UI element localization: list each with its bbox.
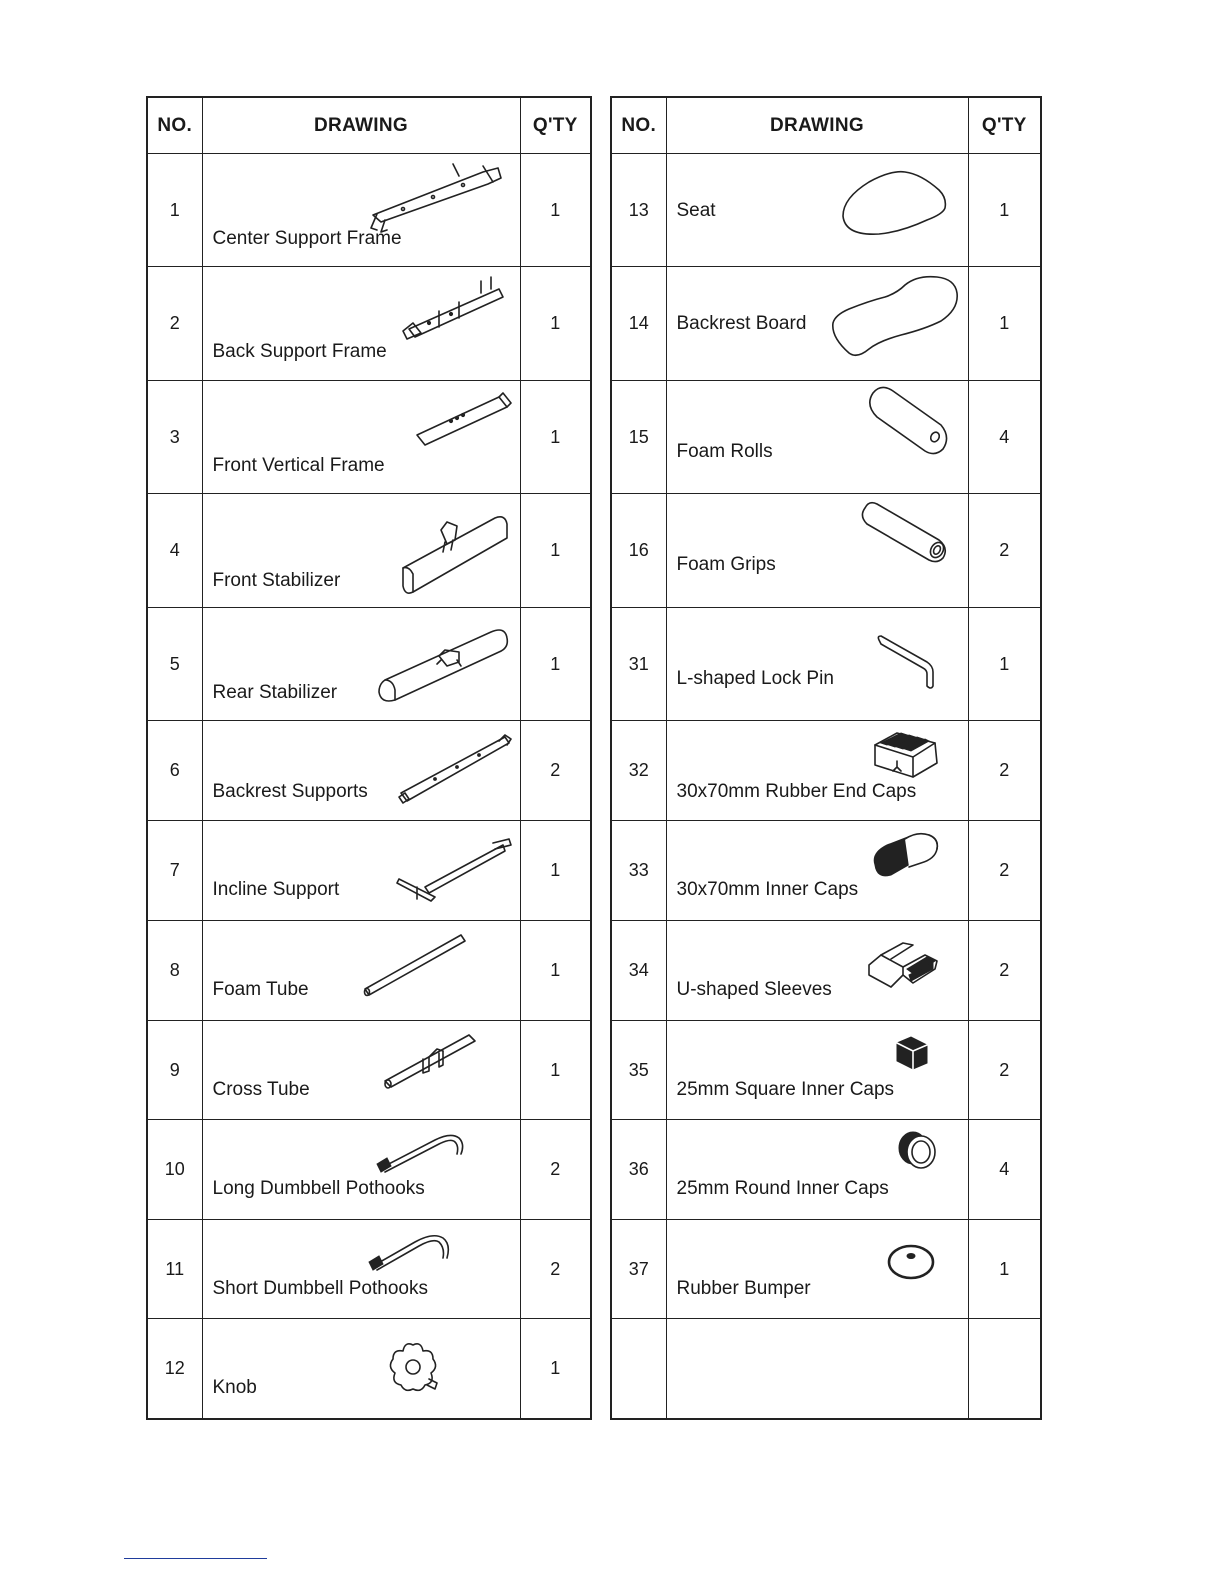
part-qty: 1: [968, 267, 1041, 381]
part-drawing-cell: [666, 721, 968, 821]
part-qty: 2: [520, 1220, 591, 1319]
table-row: [147, 1220, 591, 1319]
part-drawing-cell: [202, 267, 520, 381]
foam-roll-icon: [863, 385, 955, 459]
part-drawing-cell: [202, 494, 520, 608]
part-qty: 2: [968, 1021, 1041, 1120]
part-qty: 1: [520, 267, 591, 381]
part-name: Incline Support: [212, 879, 340, 900]
part-qty: 2: [968, 821, 1041, 921]
part-number: 2: [147, 267, 202, 381]
part-drawing-cell: [666, 267, 968, 381]
part-number: 6: [147, 721, 202, 821]
part-qty: 2: [968, 494, 1041, 608]
part-qty: 2: [520, 721, 591, 821]
part-number: 8: [147, 921, 202, 1021]
part-drawing-cell: [666, 1319, 968, 1419]
table-row: [611, 608, 1041, 721]
part-name: L-shaped Lock Pin: [676, 668, 834, 689]
part-number: 15: [611, 381, 666, 494]
part-drawing-cell: [666, 494, 968, 608]
part-number: 10: [147, 1120, 202, 1220]
table-row: [611, 154, 1041, 267]
header-qty: Q'TY: [520, 97, 591, 154]
part-name: Front Vertical Frame: [212, 455, 385, 476]
part-drawing-cell: [666, 1220, 968, 1319]
part-qty: 2: [968, 921, 1041, 1021]
seat-icon: [839, 168, 949, 238]
part-drawing-cell: [666, 921, 968, 1021]
part-name: Foam Grips: [676, 554, 776, 575]
back-support-frame-icon: [399, 271, 511, 343]
part-qty: 1: [968, 1220, 1041, 1319]
header-drawing: DRAWING: [202, 97, 520, 154]
backrest-board-icon: [829, 275, 963, 361]
header-no: NO.: [147, 97, 202, 154]
part-number: 33: [611, 821, 666, 921]
part-qty: 1: [520, 154, 591, 267]
part-qty: 1: [968, 608, 1041, 721]
part-number: [611, 1319, 666, 1419]
part-drawing-cell: [666, 1120, 968, 1220]
long-pothook-icon: [373, 1128, 469, 1174]
part-name: 30x70mm Rubber End Caps: [676, 781, 917, 802]
short-pothook-icon: [365, 1228, 455, 1274]
parts-table-right: [610, 96, 1042, 1420]
part-name: Long Dumbbell Pothooks: [212, 1178, 425, 1199]
part-name: 30x70mm Inner Caps: [676, 879, 859, 900]
part-qty: 1: [520, 1021, 591, 1120]
part-drawing-cell: [666, 821, 968, 921]
table-row: [147, 381, 591, 494]
part-drawing-cell: [666, 608, 968, 721]
part-name: Backrest Supports: [212, 781, 368, 802]
part-number: 16: [611, 494, 666, 608]
table-row: [611, 921, 1041, 1021]
inner-cap-icon: [869, 831, 943, 887]
table-row: [611, 494, 1041, 608]
backrest-supports-icon: [395, 731, 515, 805]
table-row: [611, 267, 1041, 381]
foam-tube-icon: [361, 933, 469, 999]
table-row: [147, 494, 591, 608]
table-row: [147, 921, 591, 1021]
table-row: [147, 267, 591, 381]
part-drawing-cell: [666, 1021, 968, 1120]
part-drawing-cell: [202, 154, 520, 267]
part-number: 9: [147, 1021, 202, 1120]
part-qty: 1: [520, 381, 591, 494]
center-support-frame-icon: [363, 160, 513, 236]
part-name: Backrest Board: [676, 313, 807, 334]
header-drawing: DRAWING: [666, 97, 968, 154]
part-name: Foam Tube: [212, 979, 309, 1000]
round-inner-cap-icon: [895, 1128, 941, 1172]
part-qty: 1: [520, 921, 591, 1021]
table-row: [147, 154, 591, 267]
part-name: 25mm Round Inner Caps: [676, 1178, 889, 1199]
part-drawing-cell: [666, 381, 968, 494]
front-stabilizer-icon: [399, 512, 513, 598]
knob-icon: [385, 1339, 441, 1395]
part-name: Foam Rolls: [676, 441, 773, 462]
table-row: [147, 1319, 591, 1419]
part-name: Rubber Bumper: [676, 1278, 811, 1299]
part-name: Center Support Frame: [212, 228, 402, 249]
part-drawing-cell: [202, 721, 520, 821]
part-number: 37: [611, 1220, 666, 1319]
part-qty: 2: [520, 1120, 591, 1220]
part-number: 3: [147, 381, 202, 494]
part-number: 1: [147, 154, 202, 267]
table-row: [611, 721, 1041, 821]
table-row: [611, 1220, 1041, 1319]
part-number: 7: [147, 821, 202, 921]
table-row: [147, 1021, 591, 1120]
cross-tube-icon: [381, 1029, 479, 1091]
part-name: Short Dumbbell Pothooks: [212, 1278, 428, 1299]
parts-table-left: [146, 96, 592, 1420]
square-inner-cap-icon: [893, 1033, 933, 1073]
part-drawing-cell: [202, 1319, 520, 1419]
part-number: 35: [611, 1021, 666, 1120]
part-name: Knob: [212, 1377, 257, 1398]
part-number: 34: [611, 921, 666, 1021]
header-row: [611, 97, 1041, 154]
part-drawing-cell: [202, 821, 520, 921]
part-drawing-cell: [666, 154, 968, 267]
part-qty: 4: [968, 1120, 1041, 1220]
table-row-empty: [611, 1319, 1041, 1419]
part-name: Front Stabilizer: [212, 570, 341, 591]
part-name: 25mm Square Inner Caps: [676, 1079, 895, 1100]
part-number: 11: [147, 1220, 202, 1319]
part-qty: 1: [520, 821, 591, 921]
part-qty: 4: [968, 381, 1041, 494]
part-drawing-cell: [202, 1220, 520, 1319]
front-vertical-frame-icon: [413, 389, 513, 453]
part-name: U-shaped Sleeves: [676, 979, 832, 1000]
incline-support-icon: [395, 831, 515, 903]
rear-stabilizer-icon: [377, 624, 511, 702]
part-number: 36: [611, 1120, 666, 1220]
part-qty: 1: [968, 154, 1041, 267]
part-drawing-cell: [202, 381, 520, 494]
part-name: Cross Tube: [212, 1079, 310, 1100]
part-drawing-cell: [202, 1021, 520, 1120]
table-row: [147, 721, 591, 821]
table-row: [147, 608, 591, 721]
table-row: [611, 1120, 1041, 1220]
table-row: [147, 821, 591, 921]
part-qty: [968, 1319, 1041, 1419]
part-qty: 1: [520, 494, 591, 608]
rubber-bumper-icon: [885, 1242, 937, 1282]
part-number: 32: [611, 721, 666, 821]
header-row: [147, 97, 591, 154]
part-drawing-cell: [202, 921, 520, 1021]
table-row: [147, 1120, 591, 1220]
part-number: 13: [611, 154, 666, 267]
table-row: [611, 821, 1041, 921]
part-number: 14: [611, 267, 666, 381]
part-name: Back Support Frame: [212, 341, 387, 362]
u-sleeve-icon: [863, 939, 943, 997]
rubber-end-cap-icon: [867, 725, 943, 781]
part-name: Seat: [676, 200, 716, 221]
part-number: 4: [147, 494, 202, 608]
header-no: NO.: [611, 97, 666, 154]
part-qty: 1: [520, 1319, 591, 1419]
foam-grip-icon: [859, 498, 953, 566]
part-drawing-cell: [202, 608, 520, 721]
part-number: 12: [147, 1319, 202, 1419]
part-number: 31: [611, 608, 666, 721]
table-row: [611, 1021, 1041, 1120]
header-qty: Q'TY: [968, 97, 1041, 154]
part-name: Rear Stabilizer: [212, 682, 338, 703]
part-number: 5: [147, 608, 202, 721]
part-drawing-cell: [202, 1120, 520, 1220]
part-qty: 1: [520, 608, 591, 721]
l-lock-pin-icon: [875, 632, 939, 692]
footer-divider: [124, 1558, 267, 1559]
part-qty: 2: [968, 721, 1041, 821]
table-row: [611, 381, 1041, 494]
